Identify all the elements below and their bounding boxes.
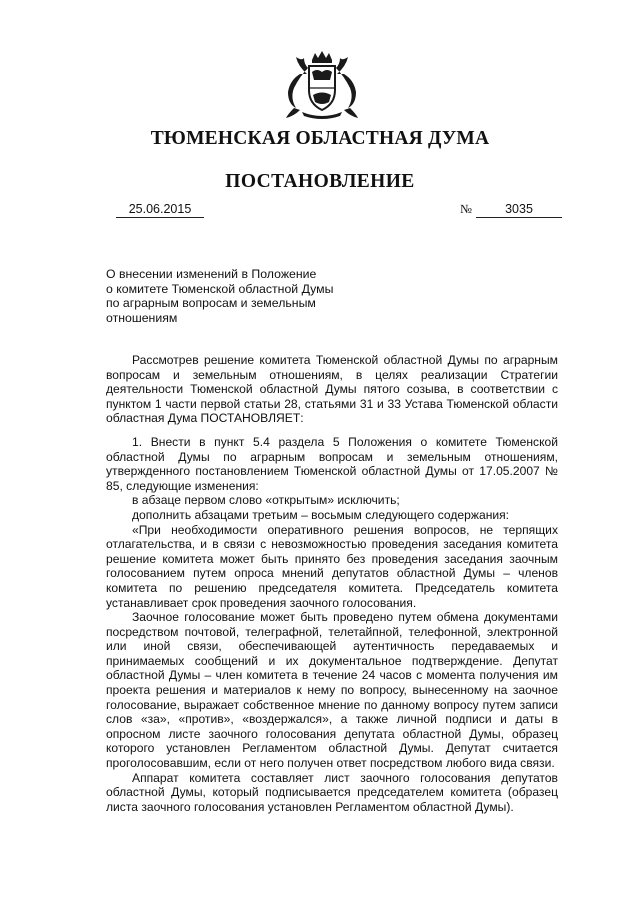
- quoted-paragraph: Аппарат комитета составляет лист заочного голосования депутатов областной Думы, который подписывается председателем комитета (образец листа заочного голосования установлен Регламентом областной Думы).: [106, 770, 558, 814]
- subject-line: отношениям: [106, 310, 178, 325]
- organization-title: ТЮМЕНСКАЯ ОБЛАСТНАЯ ДУМА: [150, 128, 490, 149]
- coat-of-arms-icon: [284, 50, 360, 120]
- subject-line: о комитете Тюменской областной Думы: [106, 281, 334, 296]
- document-type-title: ПОСТАНОВЛЕНИЕ: [225, 171, 415, 192]
- change-paragraph: в абзаце первом слово «открытым» исключить;: [132, 493, 400, 508]
- quoted-paragraph: «При необходимости оперативного решения вопросов, не терпящих отлагательства, и в связи с невозможностью проведения заседания комитета решение комитета может быть принято без проведения заседания заочным голосованием путем опроса мнений депутатов областной Думы – членов комитета по решению председателя комитета. Председатель комитета устанавливает срок проведения заочного голосования.: [106, 522, 558, 610]
- item-1-paragraph: 1. Внести в пункт 5.4 раздела 5 Положения о комитете Тюменской областной Думы по аграрным вопросам и земельным отношениям, утвержденного постановлением Тюменской областной Думы от 17.05.2007 № 85, следующие изменения:: [106, 434, 558, 493]
- document-body: [106, 353, 558, 814]
- document-subject: [106, 267, 346, 325]
- quoted-paragraph: Заочное голосование может быть проведено путем обмена документами посредством почтовой, телеграфной, телетайпной, телефонной, электронной или иной связи, обеспечивающей аутентичность передаваемых и принимаемых сообщений и их документальное подтверждение. Депутат областной Думы – член комитета в течение 24 часов с момента получения им проекта решения и материалов к нему по вопросу, вынесенному на заочное голосование, выражает собственное мнение по данному вопросу путем записи слов «за», «против», «воздержался», а также личной подписи и даты в опросном листе заочного голосования депутата областной Думы, образец которого установлен Регламентом областной Думы. Депутат считается проголосовавшим, если от него получен ответ посредством любого вида связи.: [106, 610, 558, 771]
- subject-line: по аграрным вопросам и земельным: [106, 296, 316, 311]
- document-date: 25.06.2015: [116, 202, 204, 218]
- preamble-paragraph: Рассмотрев решение комитета Тюменской областной Думы по аграрным вопросам и земельным отношениям, в целях реализации Стратегии деятельности Тюменской областной Думы пятого созыва, в соответствии с пунктом 1 части первой статьи 28, статьями 31 и 33 Устава Тюменской области областная Дума ПОСТАНОВЛЯЕТ:: [106, 353, 558, 426]
- number-sign: №: [460, 202, 472, 216]
- change-paragraph: дополнить абзацами третьим – восьмым следующего содержания:: [132, 507, 510, 522]
- subject-line: О внесении изменений в Положение: [106, 267, 317, 281]
- document-number: 3035: [476, 202, 562, 218]
